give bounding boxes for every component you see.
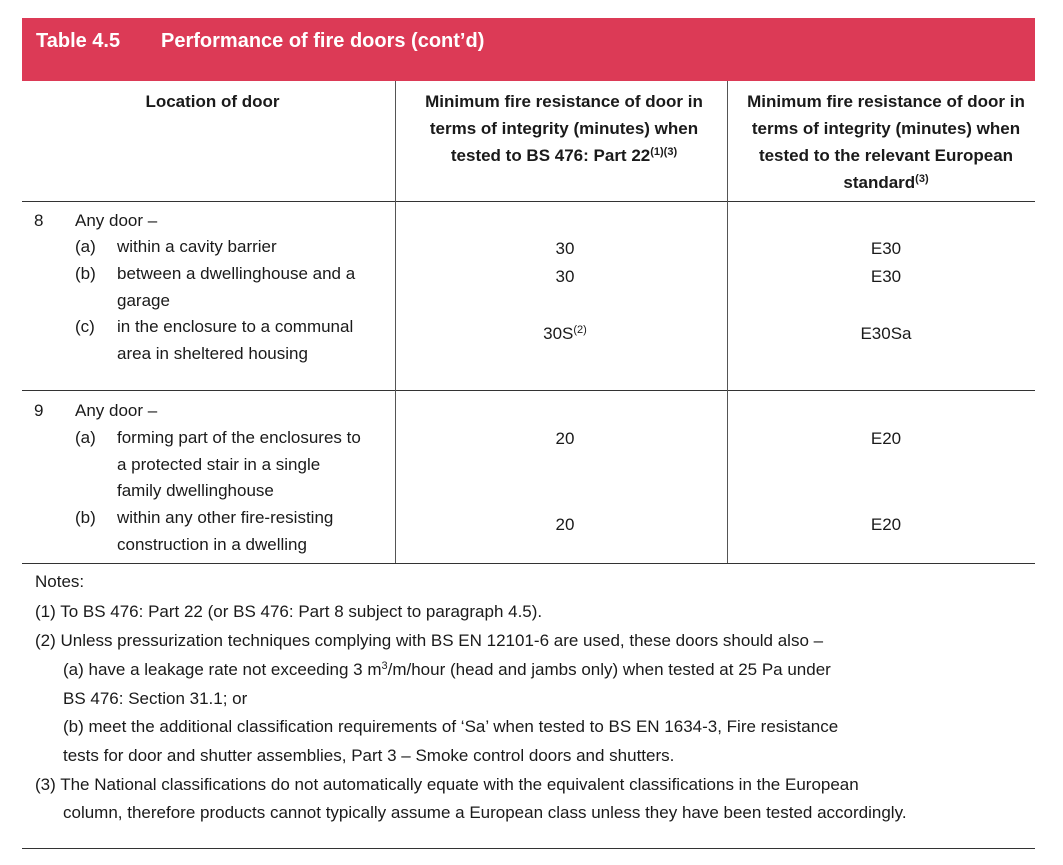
table-number: Table 4.5	[36, 30, 121, 52]
row-divider	[22, 390, 1035, 391]
item-text: construction in a dwelling	[117, 535, 307, 554]
header-divider	[22, 201, 1035, 202]
bs476-value: 20	[555, 515, 575, 534]
row-number: 8	[34, 211, 44, 230]
note-3: (3) The National classifications do not automatically equate with the equivalent classifications in the European	[35, 775, 859, 794]
item-text: area in sheltered housing	[117, 344, 308, 363]
european-value: E30Sa	[860, 324, 912, 343]
table-title: Performance of fire doors (cont’d)	[161, 30, 485, 52]
row-heading: Any door –	[75, 211, 158, 230]
bs476-value: 20	[555, 429, 575, 448]
item-letter: (c)	[75, 317, 95, 336]
note-1: (1) To BS 476: Part 22 (or BS 476: Part 8 subject to paragraph 4.5).	[35, 602, 543, 621]
table-title-bar	[22, 18, 1035, 81]
note-2a: (a) have a leakage rate not exceeding 3 $m^3/m$/hour (head and jambs only) when tested at 25 Pa under	[63, 660, 831, 679]
item-text: in the enclosure to a communal	[117, 317, 354, 336]
item-text: within any other fire-resisting	[117, 508, 334, 527]
item-text: between a dwellinghouse and a	[117, 264, 356, 283]
row-heading: Any door –	[75, 401, 158, 420]
notes-bottom-divider	[22, 848, 1035, 849]
header-bs476: Minimum fire resistance of door in terms of integrity (minutes) when tested to BS 476: Part $22^{(1)(3)}$	[425, 92, 703, 165]
column-divider-1	[395, 81, 396, 563]
item-letter: (b)	[75, 508, 96, 527]
row-number: 9	[34, 401, 44, 420]
bs476-value: 30	[555, 267, 575, 286]
item-text: family dwellinghouse	[117, 481, 274, 500]
item-letter: (a)	[75, 428, 96, 447]
item-text: forming part of the enclosures to	[117, 428, 361, 447]
european-value: E30	[870, 267, 902, 286]
column-divider-2	[727, 81, 728, 563]
header-location: Location of door	[145, 92, 280, 111]
item-text: within a cavity barrier	[117, 237, 277, 256]
item-letter: (b)	[75, 264, 96, 283]
table-bottom-divider	[22, 563, 1035, 564]
item-text: a protected stair in a single	[117, 455, 321, 474]
note-2a-cont: BS 476: Section 31.1; or	[63, 689, 248, 708]
note-3-cont: column, therefore products cannot typically assume a European class unless they have been tested accordingly.	[63, 803, 907, 822]
bs476-value: 30	[555, 239, 575, 258]
note-2: (2) Unless pressurization techniques complying with BS EN 12101-6 are used, these doors should also –	[35, 631, 824, 650]
header-european: Minimum fire resistance of door in terms of integrity (minutes) when tested to the relevant European standard$^{(3)}$	[747, 92, 1025, 192]
european-value: E20	[870, 515, 902, 534]
european-value: E30	[870, 239, 902, 258]
notes-heading: Notes:	[35, 572, 85, 591]
european-value: E20	[870, 429, 902, 448]
bs476-value: $30S^{(2)}$	[543, 324, 587, 343]
item-text: garage	[117, 291, 170, 310]
note-2b-cont: tests for door and shutter assemblies, Part 3 – Smoke control doors and shutters.	[63, 746, 675, 765]
note-2b: (b) meet the additional classification requirements of ‘Sa’ when tested to BS EN 1634-3, Fire resistance	[63, 717, 839, 736]
item-letter: (a)	[75, 237, 96, 256]
